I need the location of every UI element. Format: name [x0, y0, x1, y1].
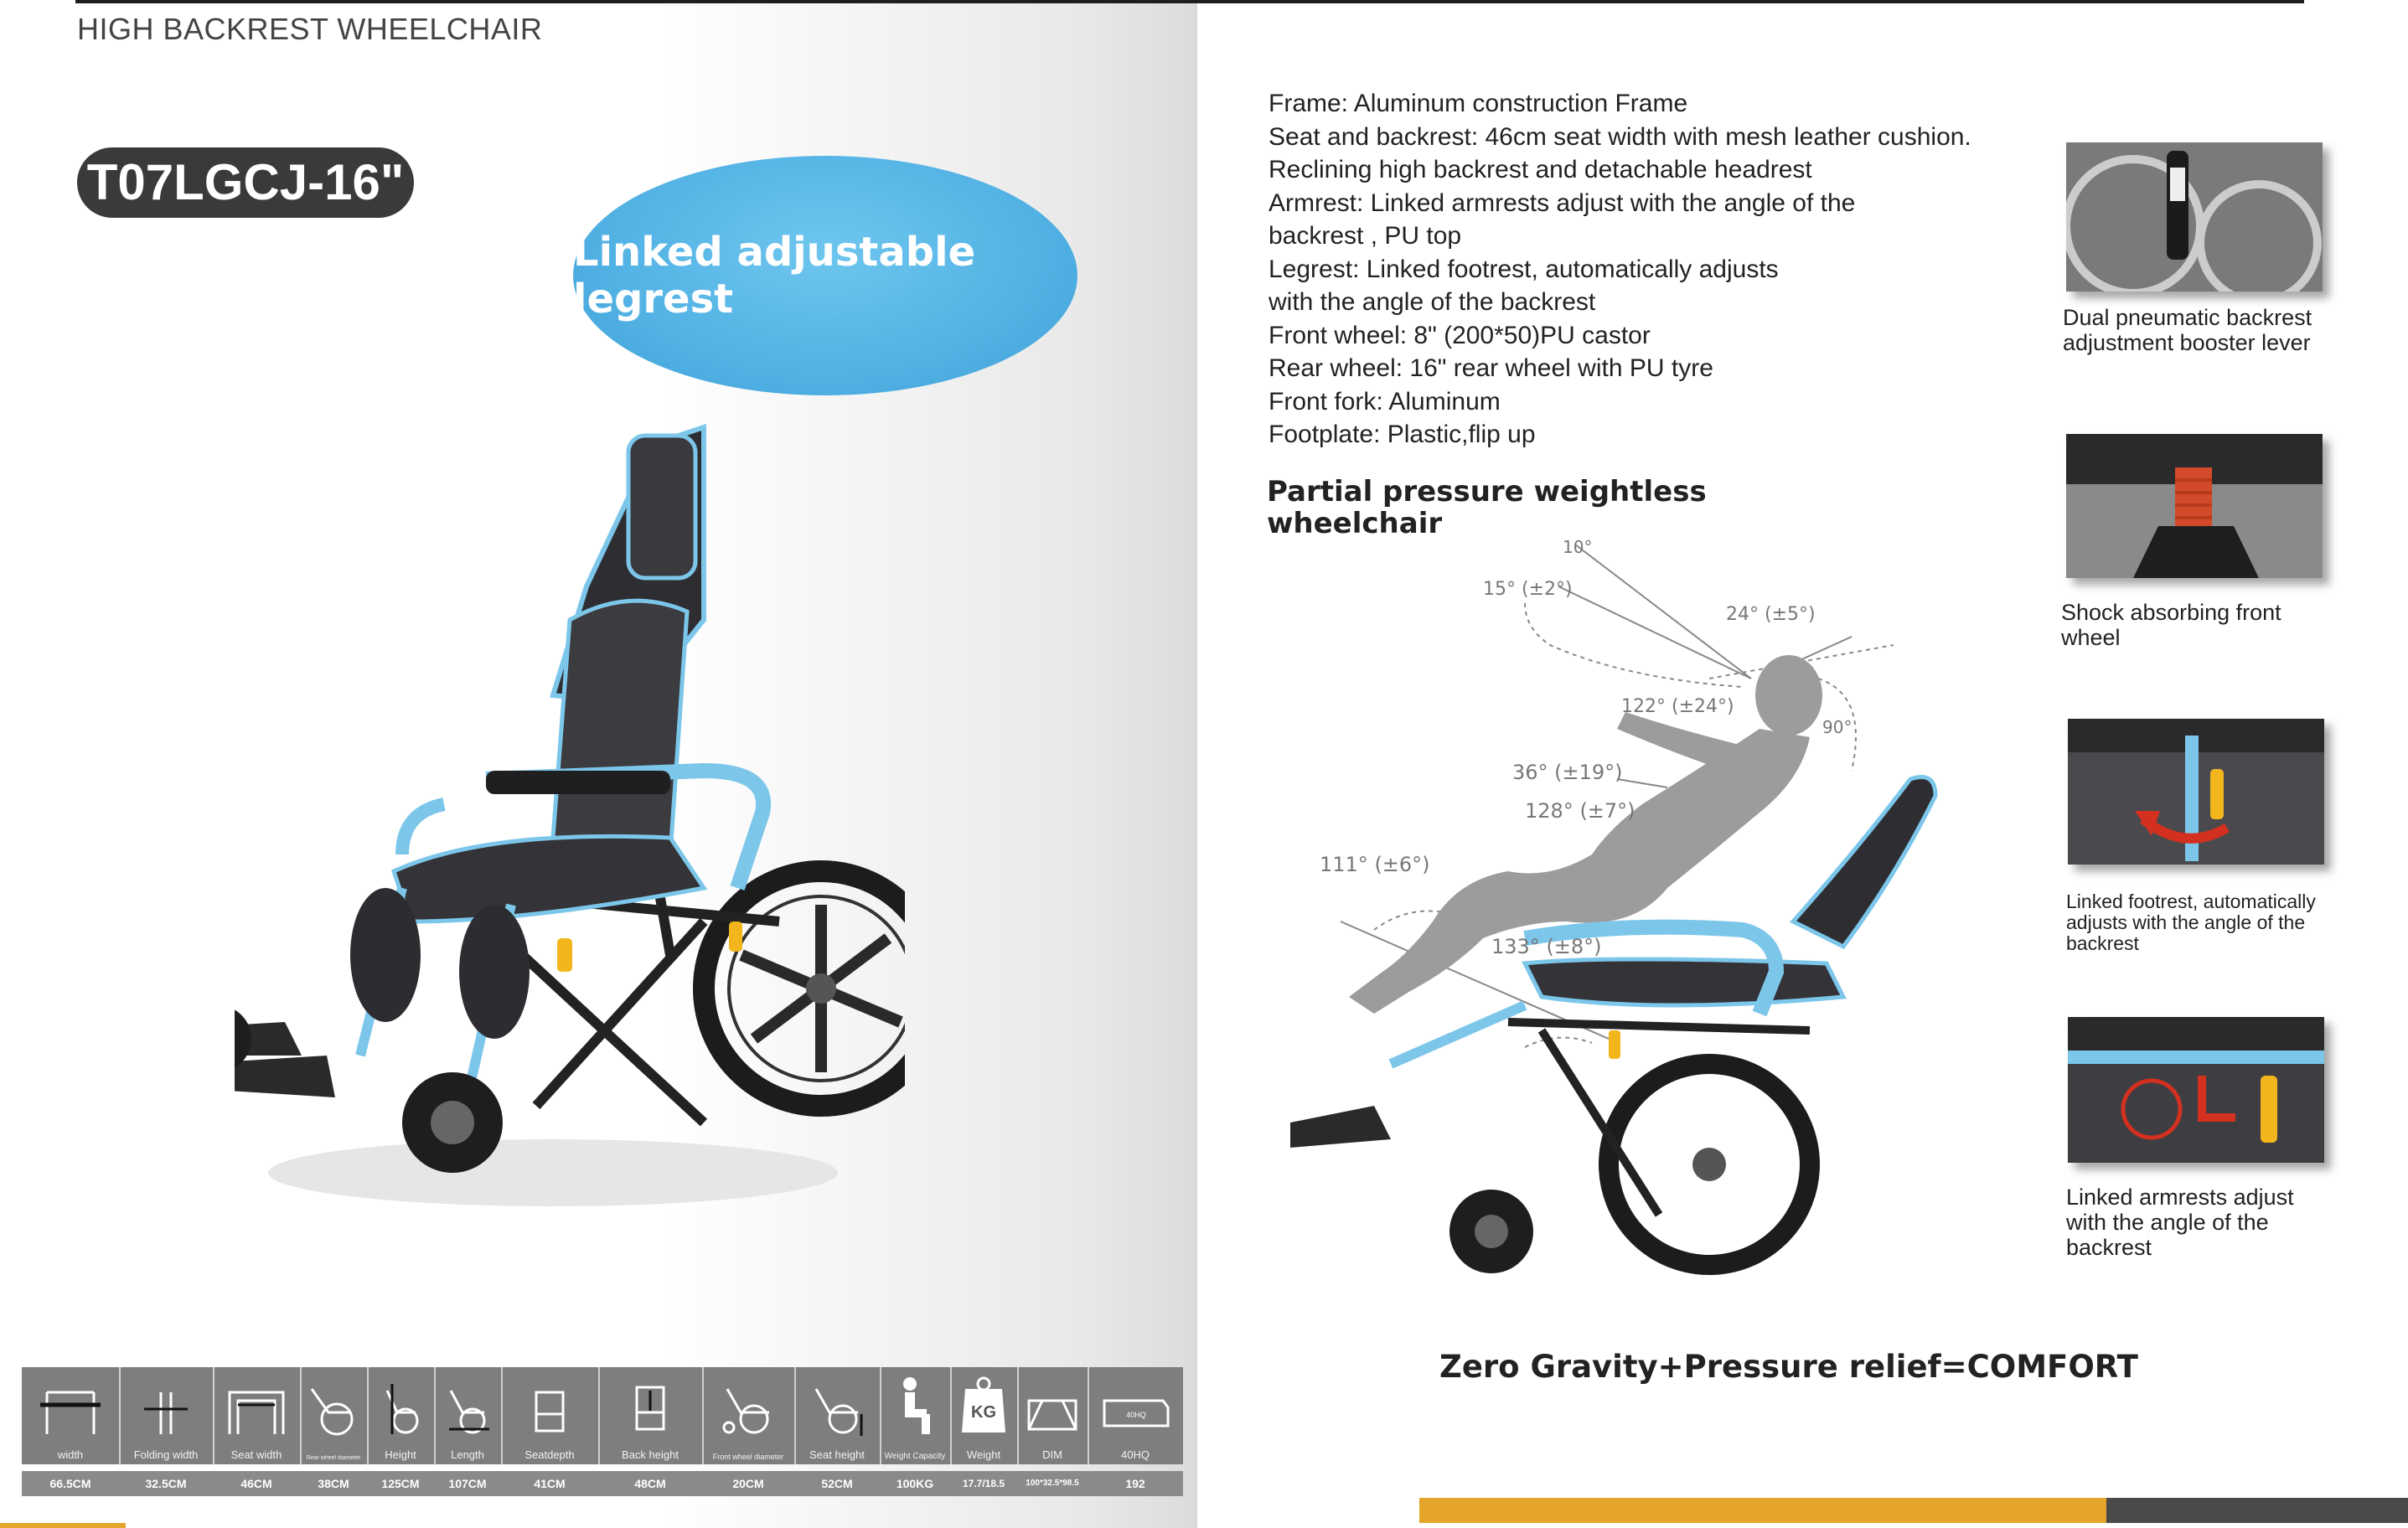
spec-cell-seat-depth: Seatdepth — [501, 1367, 600, 1464]
spec-value-seat-height: 52CM — [821, 1477, 853, 1490]
width-icon — [22, 1367, 119, 1443]
seat-height-icon — [794, 1367, 880, 1443]
front-wheel-icon — [702, 1367, 794, 1443]
detail-caption-front-wheel: Shock absorbing front wheel — [2061, 600, 2281, 650]
top-rule — [75, 0, 2304, 3]
rear-wheel-icon — [300, 1367, 367, 1443]
folding-width-icon — [119, 1367, 213, 1443]
spec-value-dim: 100*32.5*98.5 — [1026, 1479, 1079, 1488]
kg-weight-icon — [950, 1367, 1017, 1443]
tagline: Zero Gravity+Pressure relief=COMFORT — [1439, 1349, 2138, 1385]
back-height-icon — [598, 1367, 702, 1443]
spec-value-folding-width: 32.5CM — [145, 1477, 187, 1490]
spec-reclining: Reclining high backrest and detachable headrest — [1269, 156, 1812, 183]
page-divider — [1195, 0, 1197, 1528]
spec-cell-length: Length — [434, 1367, 503, 1464]
spec-armrest: Armrest: Linked armrests adjust with the angle of the — [1269, 188, 1856, 217]
svg-text:KG: KG — [971, 1403, 996, 1422]
spec-list — [1269, 87, 2073, 452]
svg-text:40HQ: 40HQ — [1126, 1411, 1146, 1419]
detail-photo-front-wheel — [2066, 434, 2323, 578]
detail-photo-linked-armrests — [2068, 1017, 2324, 1163]
spec-front-fork: Front fork: Aluminum — [1269, 387, 1501, 416]
angle-15: 15° (±2°) — [1483, 579, 1573, 600]
spec-armrest-cont: backrest , PU top — [1269, 222, 1462, 250]
person-seated-icon — [880, 1367, 950, 1443]
spec-frame: Frame: Aluminum construction Frame — [1269, 90, 1688, 117]
spec-value-length: 107CM — [448, 1477, 487, 1490]
spec-value-back-height: 48CM — [634, 1477, 666, 1490]
spec-front-wheel: Front wheel: 8" (200*50)PU castor — [1269, 321, 1651, 349]
detail-caption-linked-footrest: Linked footrest, automatically adjusts with the angle of the backrest — [2066, 890, 2316, 954]
spec-value-height: 125CM — [381, 1477, 420, 1490]
spec-cell-front-wheel: Front wheel diameter — [702, 1367, 796, 1464]
footer-accent-left — [0, 1523, 126, 1528]
spec-cell-width: width — [22, 1367, 121, 1464]
spec-value-weight-capacity: 100KG — [896, 1477, 934, 1490]
angle-122: 122° (±24°) — [1621, 696, 1734, 717]
angle-90: 90° — [1822, 717, 1853, 737]
spec-cell-weight: KG Weight — [950, 1367, 1019, 1464]
spec-icon-bar — [22, 1367, 1183, 1464]
spec-seat-backrest: Seat and backrest: 46cm seat width with mesh leather cushion. — [1269, 122, 1971, 151]
spec-cell-dim: DIM — [1017, 1367, 1089, 1464]
spec-cell-back-height: Back height — [598, 1367, 704, 1464]
spec-value-weight: 17.7/18.5 — [962, 1478, 1005, 1489]
angle-111: 111° (±6°) — [1320, 853, 1430, 876]
wheelchair-photo — [235, 419, 905, 1290]
footer-accent-gold — [1419, 1498, 2106, 1523]
angle-24: 24° (±5°) — [1726, 604, 1816, 625]
spec-cell-seat-width: Seat width — [213, 1367, 302, 1464]
spec-cell-height: Height — [367, 1367, 436, 1464]
spec-value-seat-width: 46CM — [240, 1477, 272, 1490]
spec-cell-rear-wheel: Rear wheel diameter — [300, 1367, 369, 1464]
detail-caption-linked-armrests: Linked armrests adjust with the angle of the backrest — [2066, 1185, 2294, 1260]
section-title: HIGH BACKREST WHEELCHAIR — [77, 12, 543, 46]
feature-badge-label: Linked adjustable legrest — [573, 229, 976, 323]
spec-footplate: Footplate: Plastic,flip up — [1269, 421, 1536, 448]
diagram-title-line1: Partial pressure weightless — [1267, 475, 1707, 508]
spec-cell-folding-width: Folding width — [119, 1367, 214, 1464]
spec-values-row — [22, 1471, 1183, 1496]
seat-depth-icon — [501, 1367, 598, 1443]
container-icon — [1088, 1367, 1183, 1443]
spec-value-front-wheel: 20CM — [732, 1477, 764, 1490]
length-icon — [434, 1367, 501, 1443]
recline-angle-diagram — [1274, 528, 2028, 1349]
spec-value-rear-wheel: 38CM — [318, 1477, 349, 1490]
angle-133: 133° (±8°) — [1491, 935, 1602, 958]
seat-width-icon — [213, 1367, 300, 1443]
spec-rear-wheel: Rear wheel: 16" rear wheel with PU tyre — [1269, 354, 1713, 382]
angle-10: 10° — [1563, 537, 1593, 557]
model-badge: T07LGCJ-16" — [77, 147, 414, 218]
height-icon — [367, 1367, 434, 1443]
feature-badge — [573, 156, 1077, 395]
spec-value-seat-depth: 41CM — [534, 1477, 566, 1490]
angle-36: 36° (±19°) — [1512, 761, 1623, 784]
spec-value-40hq: 192 — [1125, 1477, 1145, 1490]
spec-cell-weight-capacity: Weight Capacity — [880, 1367, 952, 1464]
spec-legrest-cont: with the angle of the backrest — [1269, 288, 1596, 316]
spec-legrest: Legrest: Linked footrest, automatically adjusts — [1269, 255, 1779, 283]
diagram-title-line2: wheelchair — [1267, 507, 1443, 540]
detail-photo-backrest-lever — [2066, 142, 2323, 292]
angle-128: 128° (±7°) — [1525, 799, 1635, 823]
spec-cell-40hq: 40HQ 40HQ — [1088, 1367, 1183, 1464]
box-dimensions-icon — [1017, 1367, 1088, 1443]
detail-photo-linked-footrest — [2068, 719, 2324, 865]
detail-caption-backrest-lever: Dual pneumatic backrest adjustment booster lever — [2063, 305, 2312, 355]
spec-value-width: 66.5CM — [49, 1477, 91, 1490]
spec-cell-seat-height: Seat height — [794, 1367, 881, 1464]
footer-accent-dark — [2106, 1498, 2408, 1523]
